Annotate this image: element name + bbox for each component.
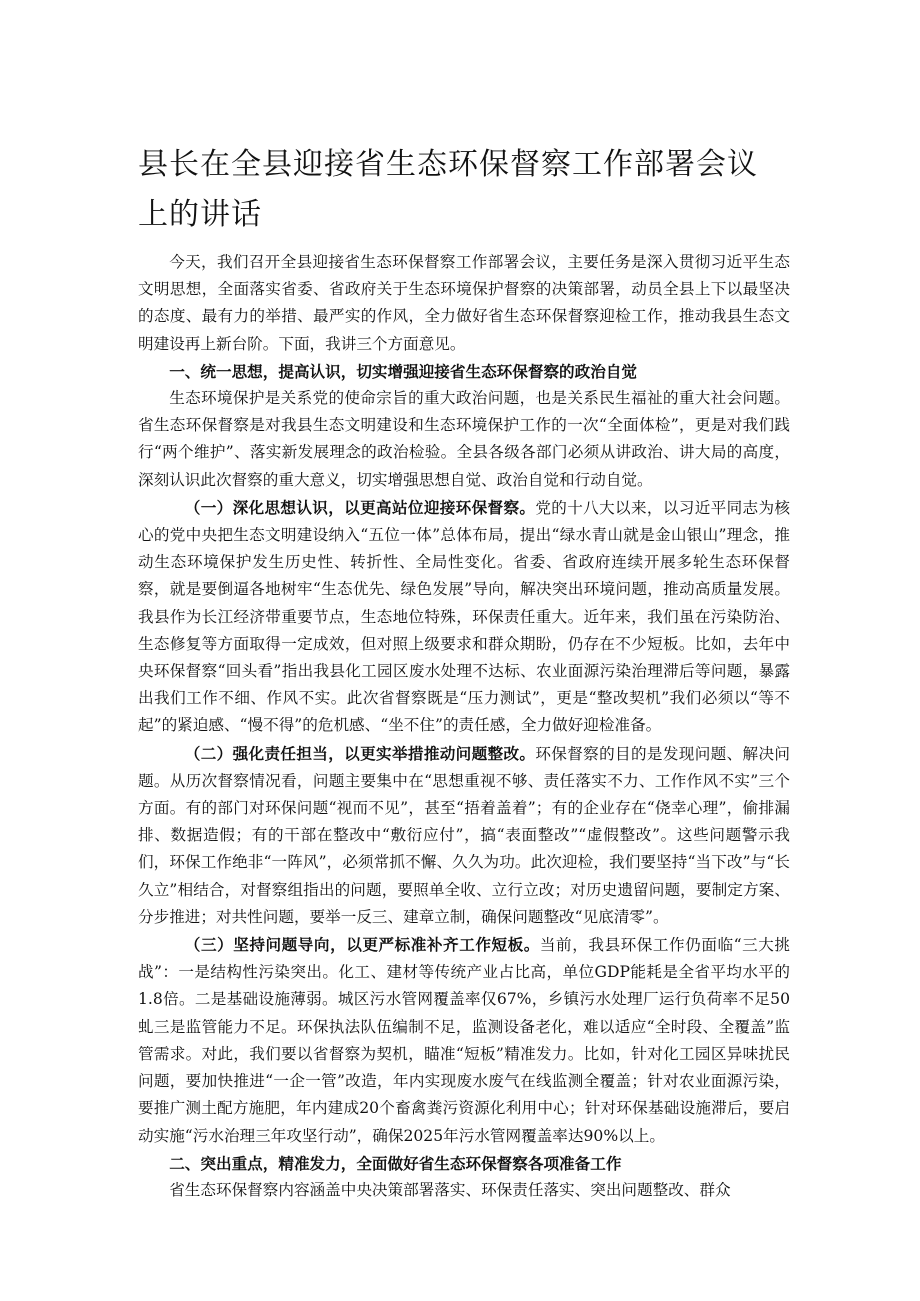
- item-3-body: 当前，我县环保工作仍面临“三大挑战”：一是结构性污染突出。化工、建材等传统产业占比高，单位GDP能耗是全省平均水平的1.8倍。二是基础设施薄弱。城区污水管网覆盖率仅67%，乡镇污水处理厂运行负荷率不足50虬三是监管能力不足。环保执法队伍编制不足，监测设备老化，难以适应“全时段、全覆盖”监管需求。对此，我们要以省督察为契机，瞄准“短板”精准发力。比如，针对化工园区异味扰民问题，要加快推进“一企一管”改造，年内实现废水废气在线监测全覆盖；针对农业面源污染，要推广测土配方施肥，年内建成20个畜禽粪污资源化利用中心；针对环保基础设施滞后，要启动实施“污水治理三年攻坚行动”，确保2025年污水管网覆盖率达90%以上。: [138, 936, 790, 1145]
- section-1-item-1: [138, 494, 790, 740]
- document-title: 县长在全县迎接省生态环保督察工作部署会议上的讲话: [138, 147, 758, 232]
- item-2-body: 环保督察的目的是发现问题、解决问题。从历次督察情况看，问题主要集中在“思想重视不够、责任落实不力、工作作风不实”三个方面。有的部门对环保问题“视而不见”，甚至“捂着盖着”；有的企业存在“侥幸心理”，偷排漏排、数据造假；有的干部在整改中“敷衍应付”，搞“表面整改”“虚假整改”。这些问题警示我们，环保工作绝非“一阵风”，必须常抓不懈、久久为功。此次迎检，我们要坚持“当下改”与“长久立”相结合，对督察组指出的问题，要照单全收、立行立改；对历史遗留问题，要制定方案、分步推进；对共性问题，要举一反三、建章立制，确保问题整改“见底清零”。: [138, 744, 790, 926]
- section-2-heading: 二、突出重点，精准发力，全面做好省生态环保督察各项准备工作: [169, 1153, 622, 1173]
- document-body: [138, 249, 790, 1204]
- item-1-body: 党的十八大以来，以习近平同志为核心的党中央把生态文明建设纳入“五位一体”总体布局，提出“绿水青山就是金山银山”理念，推动生态环境保护发生历史性、转折性、全局性变化。省委、省政府连续开展多轮生态环保督察，就是要倒逼各地树牢“生态优先、绿色发展”导向，解决突出环境问题，推动高质量发展。我县作为长江经济带重要节点，生态地位特殊，环保责任重大。近年来，我们虽在污染防治、生态修复等方面取得一定成效，但对照上级要求和群众期盼，仍存在不少短板。比如，去年中央环保督察“回头看”指出我县化工园区废水处理不达标、农业面源污染治理滞后等问题，暴露出我们工作不细、作风不实。此次省督察既是“压力测试”，更是“整改契机”我们必须以“等不起”的紧迫感、“慢不得”的危机感、“坐不住”的责任感，全力做好迎检准备。: [138, 498, 790, 735]
- intro-paragraph: 今天，我们召开全县迎接省生态环保督察工作部署会议，主要任务是深入贯彻习近平生态文明思想，全面落实省委、省政府关于生态环境保护督察的决策部署，动员全县上下以最坚决的态度、最有力的举措、最严实的作风，全力做好省生态环保督察迎检工作，推动我县生态文明建设再上新台阶。下面，我讲三个方面意见。: [138, 253, 790, 353]
- item-2-lead: （二）强化责任担当，以更实举措推动问题整改。: [184, 743, 536, 763]
- section-2-paragraph: 省生态环保督察内容涵盖中央决策部署落实、环保责任落实、突出问题整改、群众: [169, 1180, 731, 1199]
- section-1-paragraph: 生态环境保护是关系党的使命宗旨的重大政治问题，也是关系民生福祉的重大社会问题。省生态环保督察是对我县生态文明建设和生态环境保护工作的一次“全面体检”，更是对我们践行“两个维护”、落实新发展理念的政治检验。全县各级各部门必须从讲政治、讲大局的高度，深刻认识此次督察的重大意义，切实增强思想自觉、政治自觉和行动自觉。: [138, 389, 790, 489]
- section-1-item-2: [138, 740, 790, 931]
- section-1-item-3: [138, 931, 790, 1150]
- item-3-lead: （三）坚持问题导向，以更严标准补齐工作短板。: [184, 935, 540, 955]
- item-1-lead: （一）深化思想认识，以更高站位迎接环保督察。: [184, 497, 536, 517]
- section-1-heading: 一、统一思想，提高认识，切实增强迎接省生态环保督察的政治自觉: [169, 361, 638, 381]
